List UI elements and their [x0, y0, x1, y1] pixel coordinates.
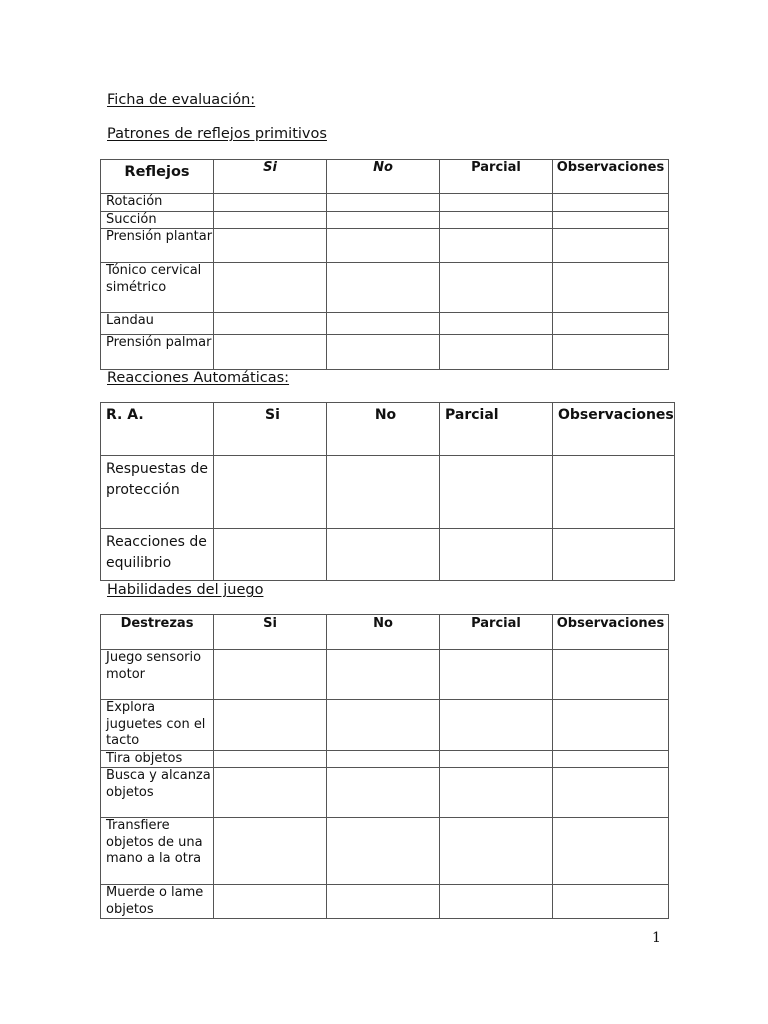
row-label: Muerde o lame objetos: [101, 885, 214, 919]
table-row: [101, 818, 669, 885]
table-cell: [214, 818, 327, 885]
table-cell: [327, 211, 440, 229]
table-cell: [214, 335, 327, 370]
table-cell: [440, 263, 553, 313]
page-number: 1: [652, 930, 661, 946]
row-label: Prensión palmar: [101, 335, 214, 370]
table-cell: [553, 650, 669, 700]
column-header: Destrezas: [101, 615, 214, 650]
column-header: No: [327, 615, 440, 650]
reflejos-table: [100, 159, 669, 370]
table-cell: [214, 194, 327, 212]
table-row: [101, 456, 675, 529]
table-cell: [553, 194, 669, 212]
row-label: Landau: [101, 313, 214, 335]
column-header: Si: [214, 615, 327, 650]
column-header: No: [327, 403, 440, 456]
row-label: Busca y alcanza objetos: [101, 768, 214, 818]
table-cell: [440, 313, 553, 335]
table-cell: [327, 456, 440, 529]
section-heading-reflejos: Patrones de reflejos primitivos: [107, 126, 327, 142]
table-cell: [440, 335, 553, 370]
column-header: Si: [214, 160, 327, 194]
table-cell: [214, 313, 327, 335]
table-cell: [327, 885, 440, 919]
row-label: Succión: [101, 211, 214, 229]
table-cell: [440, 456, 553, 529]
table-cell: [553, 263, 669, 313]
row-label: Rotación: [101, 194, 214, 212]
row-label: Transfiere objetos de una mano a la otra: [101, 818, 214, 885]
table-row: [101, 263, 669, 313]
habilidades-table: [100, 614, 669, 919]
table-cell: [553, 229, 669, 263]
table-cell: [440, 229, 553, 263]
column-header: Parcial: [440, 403, 553, 456]
table-row: [101, 335, 669, 370]
table-cell: [440, 885, 553, 919]
table-cell: [327, 194, 440, 212]
table-row: [101, 750, 669, 768]
table-row: [101, 700, 669, 751]
table-cell: [553, 818, 669, 885]
column-header: Parcial: [440, 615, 553, 650]
table-cell: [327, 650, 440, 700]
table-cell: [553, 211, 669, 229]
table-row: [101, 529, 675, 581]
column-header: Reflejos: [101, 160, 214, 194]
column-header: Parcial: [440, 160, 553, 194]
table-cell: [214, 885, 327, 919]
table-cell: [327, 335, 440, 370]
table-cell: [327, 818, 440, 885]
table-cell: [553, 313, 669, 335]
table-header-row: [101, 615, 669, 650]
table-cell: [440, 700, 553, 751]
table-row: [101, 229, 669, 263]
table-header-row: [101, 403, 675, 456]
column-header: Observaciones: [553, 615, 669, 650]
table-cell: [214, 529, 327, 581]
column-header: Observaciones: [553, 403, 675, 456]
table-cell: [214, 211, 327, 229]
column-header: Observaciones: [553, 160, 669, 194]
table-cell: [553, 335, 669, 370]
table-cell: [214, 750, 327, 768]
column-header: R. A.: [101, 403, 214, 456]
table-cell: [440, 768, 553, 818]
table-cell: [327, 263, 440, 313]
table-cell: [214, 768, 327, 818]
table-row: [101, 768, 669, 818]
table-cell: [327, 750, 440, 768]
table-cell: [214, 650, 327, 700]
table-cell: [553, 529, 675, 581]
column-header: Si: [214, 403, 327, 456]
table-cell: [553, 456, 675, 529]
table-cell: [553, 768, 669, 818]
table-cell: [214, 456, 327, 529]
section-heading-habilidades: Habilidades del juego: [107, 582, 264, 598]
table-row: [101, 885, 669, 919]
table-cell: [553, 885, 669, 919]
table-header-row: [101, 160, 669, 194]
table-row: [101, 650, 669, 700]
table-cell: [440, 211, 553, 229]
table-row: [101, 313, 669, 335]
row-label: Prensión plantar: [101, 229, 214, 263]
section-heading-reacciones: Reacciones Automáticas:: [107, 370, 290, 386]
column-header: No: [327, 160, 440, 194]
row-label: Explora juguetes con el tacto: [101, 700, 214, 751]
table-cell: [214, 263, 327, 313]
table-cell: [214, 229, 327, 263]
table-row: [101, 211, 669, 229]
table-cell: [440, 818, 553, 885]
page-title: Ficha de evaluación:: [107, 92, 256, 108]
table-cell: [440, 750, 553, 768]
table-row: [101, 194, 669, 212]
table-cell: [327, 313, 440, 335]
table-cell: [214, 700, 327, 751]
reacciones-table: [100, 402, 675, 581]
row-label: Reacciones de equilibrio: [101, 529, 214, 581]
table-cell: [327, 229, 440, 263]
table-cell: [553, 750, 669, 768]
table-cell: [440, 194, 553, 212]
table-cell: [327, 768, 440, 818]
table-cell: [553, 700, 669, 751]
table-cell: [327, 529, 440, 581]
table-cell: [440, 650, 553, 700]
table-cell: [440, 529, 553, 581]
row-label: Tira objetos: [101, 750, 214, 768]
row-label: Juego sensorio motor: [101, 650, 214, 700]
table-cell: [327, 700, 440, 751]
row-label: Tónico cervical simétrico: [101, 263, 214, 313]
row-label: Respuestas de protección: [101, 456, 214, 529]
